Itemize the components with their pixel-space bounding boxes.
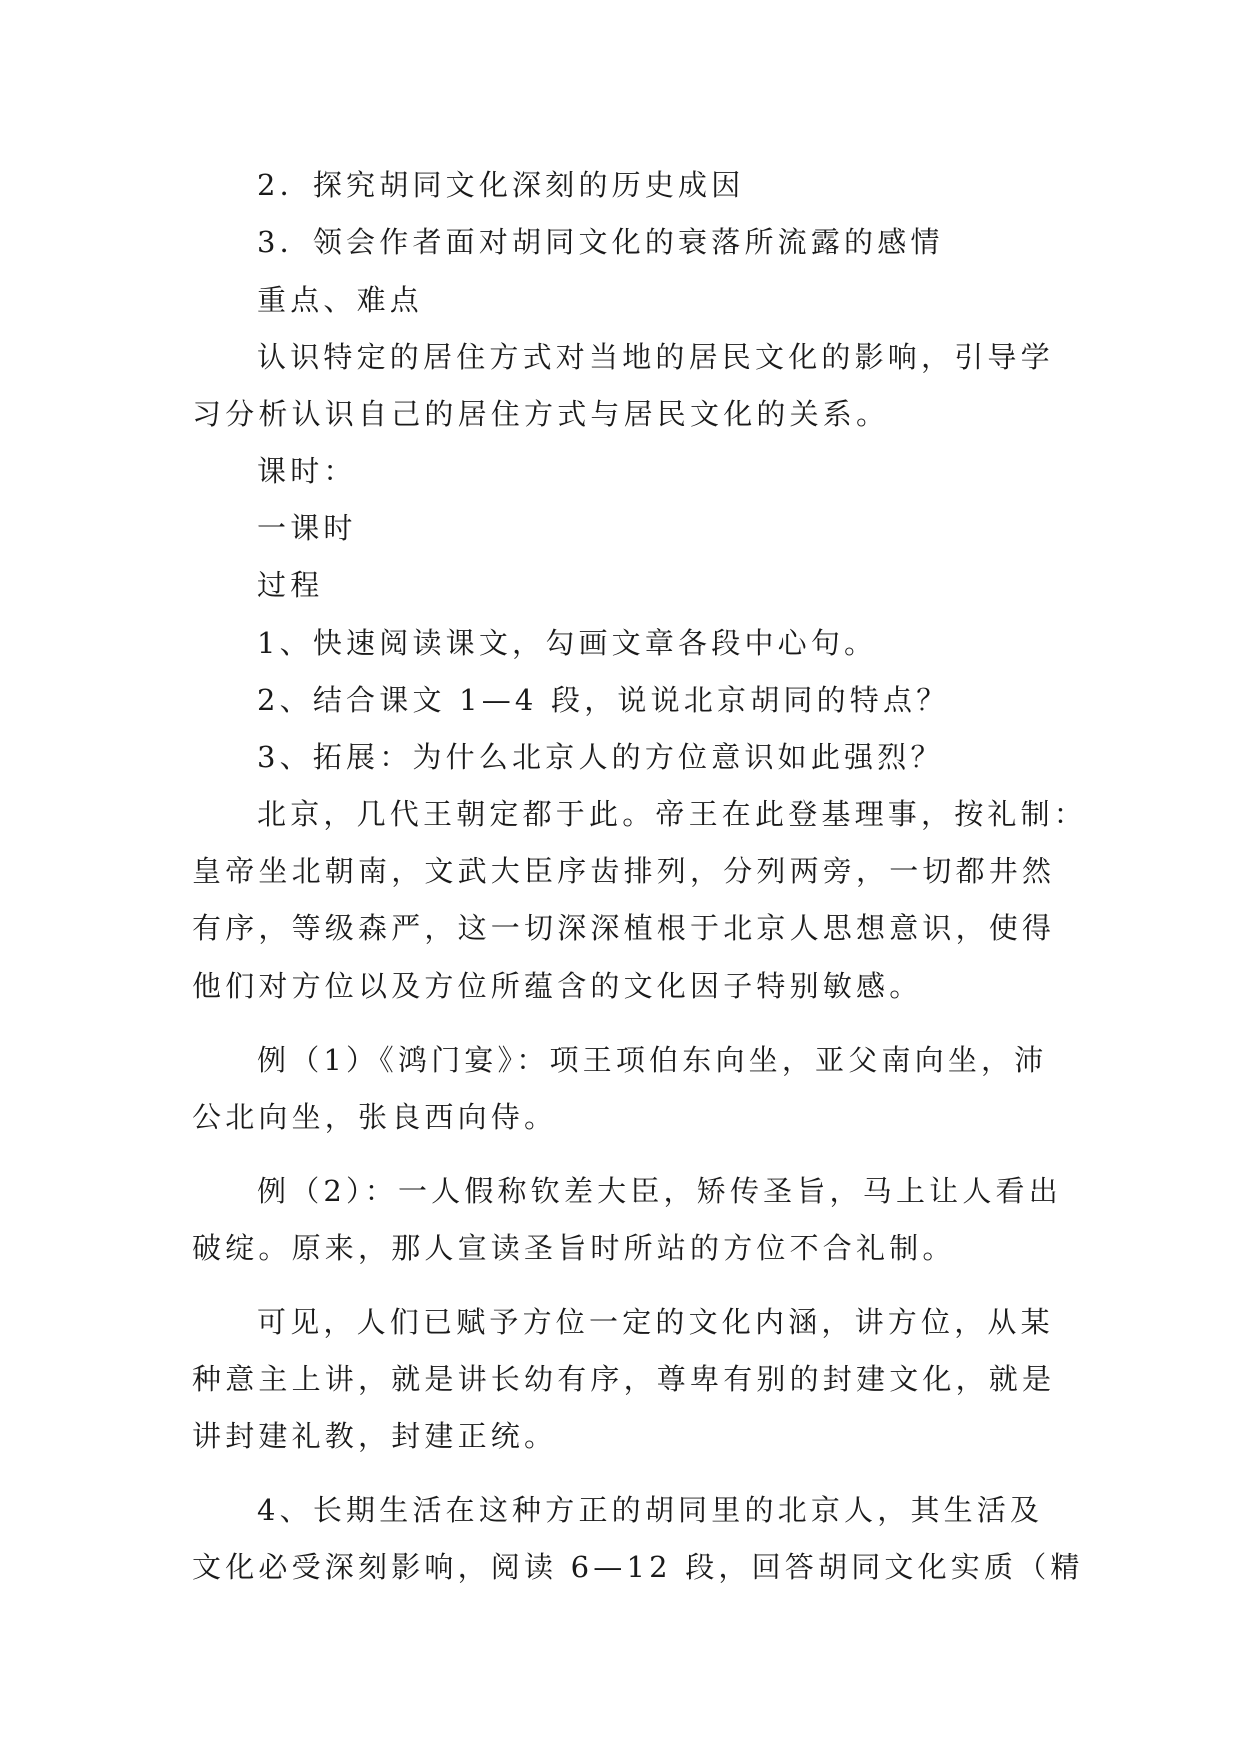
objective-2: 2．探究胡同文化深刻的历史成因 xyxy=(257,168,745,202)
paragraph-line: 可见，人们已赋予方位一定的文化内涵，讲方位，从某 xyxy=(257,1305,1054,1339)
paragraph-line: 皇帝坐北朝南，文武大臣序齿排列，分列两旁，一切都井然 xyxy=(192,854,1056,888)
paragraph-line: 认识特定的居住方式对当地的居民文化的影响，引导学 xyxy=(257,340,1054,374)
step-3: 3、拓展：为什么北京人的方位意识如此强烈？ xyxy=(257,740,944,774)
objective-3: 3．领会作者面对胡同文化的衰落所流露的感情 xyxy=(257,225,944,259)
paragraph-line: 习分析认识自己的居住方式与居民文化的关系。 xyxy=(192,397,890,431)
paragraph-line: 种意主上讲，就是讲长幼有序，尊卑有别的封建文化，就是 xyxy=(192,1362,1056,1396)
paragraph-line: 他们对方位以及方位所蕴含的文化因子特别敏感。 xyxy=(192,969,923,1003)
paragraph-line: 破绽。原来，那人宣读圣旨时所站的方位不合礼制。 xyxy=(192,1231,956,1265)
paragraph-line: 北京，几代王朝定都于此。帝王在此登基理事，按礼制： xyxy=(257,797,1088,831)
step-2: 2、结合课文 1—4 段，说说北京胡同的特点？ xyxy=(257,683,950,717)
section-heading-class-hours: 课时： xyxy=(257,454,357,488)
paragraph-line: 文化必受深刻影响，阅读 6—12 段，回答胡同文化实质（精 xyxy=(192,1550,1084,1584)
step-1: 1、快速阅读课文，勾画文章各段中心句。 xyxy=(257,626,878,660)
step-4: 4、长期生活在这种方正的胡同里的北京人，其生活及 xyxy=(257,1493,1044,1527)
example-1: 例（1）《鸿门宴》：项王项伯东向坐，亚父南向坐，沛 xyxy=(257,1043,1048,1077)
paragraph-line: 有序，等级森严，这一切深深植根于北京人思想意识，使得 xyxy=(192,911,1056,945)
section-heading-process: 过程 xyxy=(257,568,324,602)
paragraph-line: 公北向坐，张良西向侍。 xyxy=(192,1100,558,1134)
example-2: 例（2）：一人假称钦差大臣，矫传圣旨，马上让人看出 xyxy=(257,1174,1062,1208)
paragraph-line: 讲封建礼教，封建正统。 xyxy=(192,1419,558,1453)
section-heading-key-points: 重点、难点 xyxy=(257,283,424,317)
paragraph-line: 一课时 xyxy=(257,511,357,545)
